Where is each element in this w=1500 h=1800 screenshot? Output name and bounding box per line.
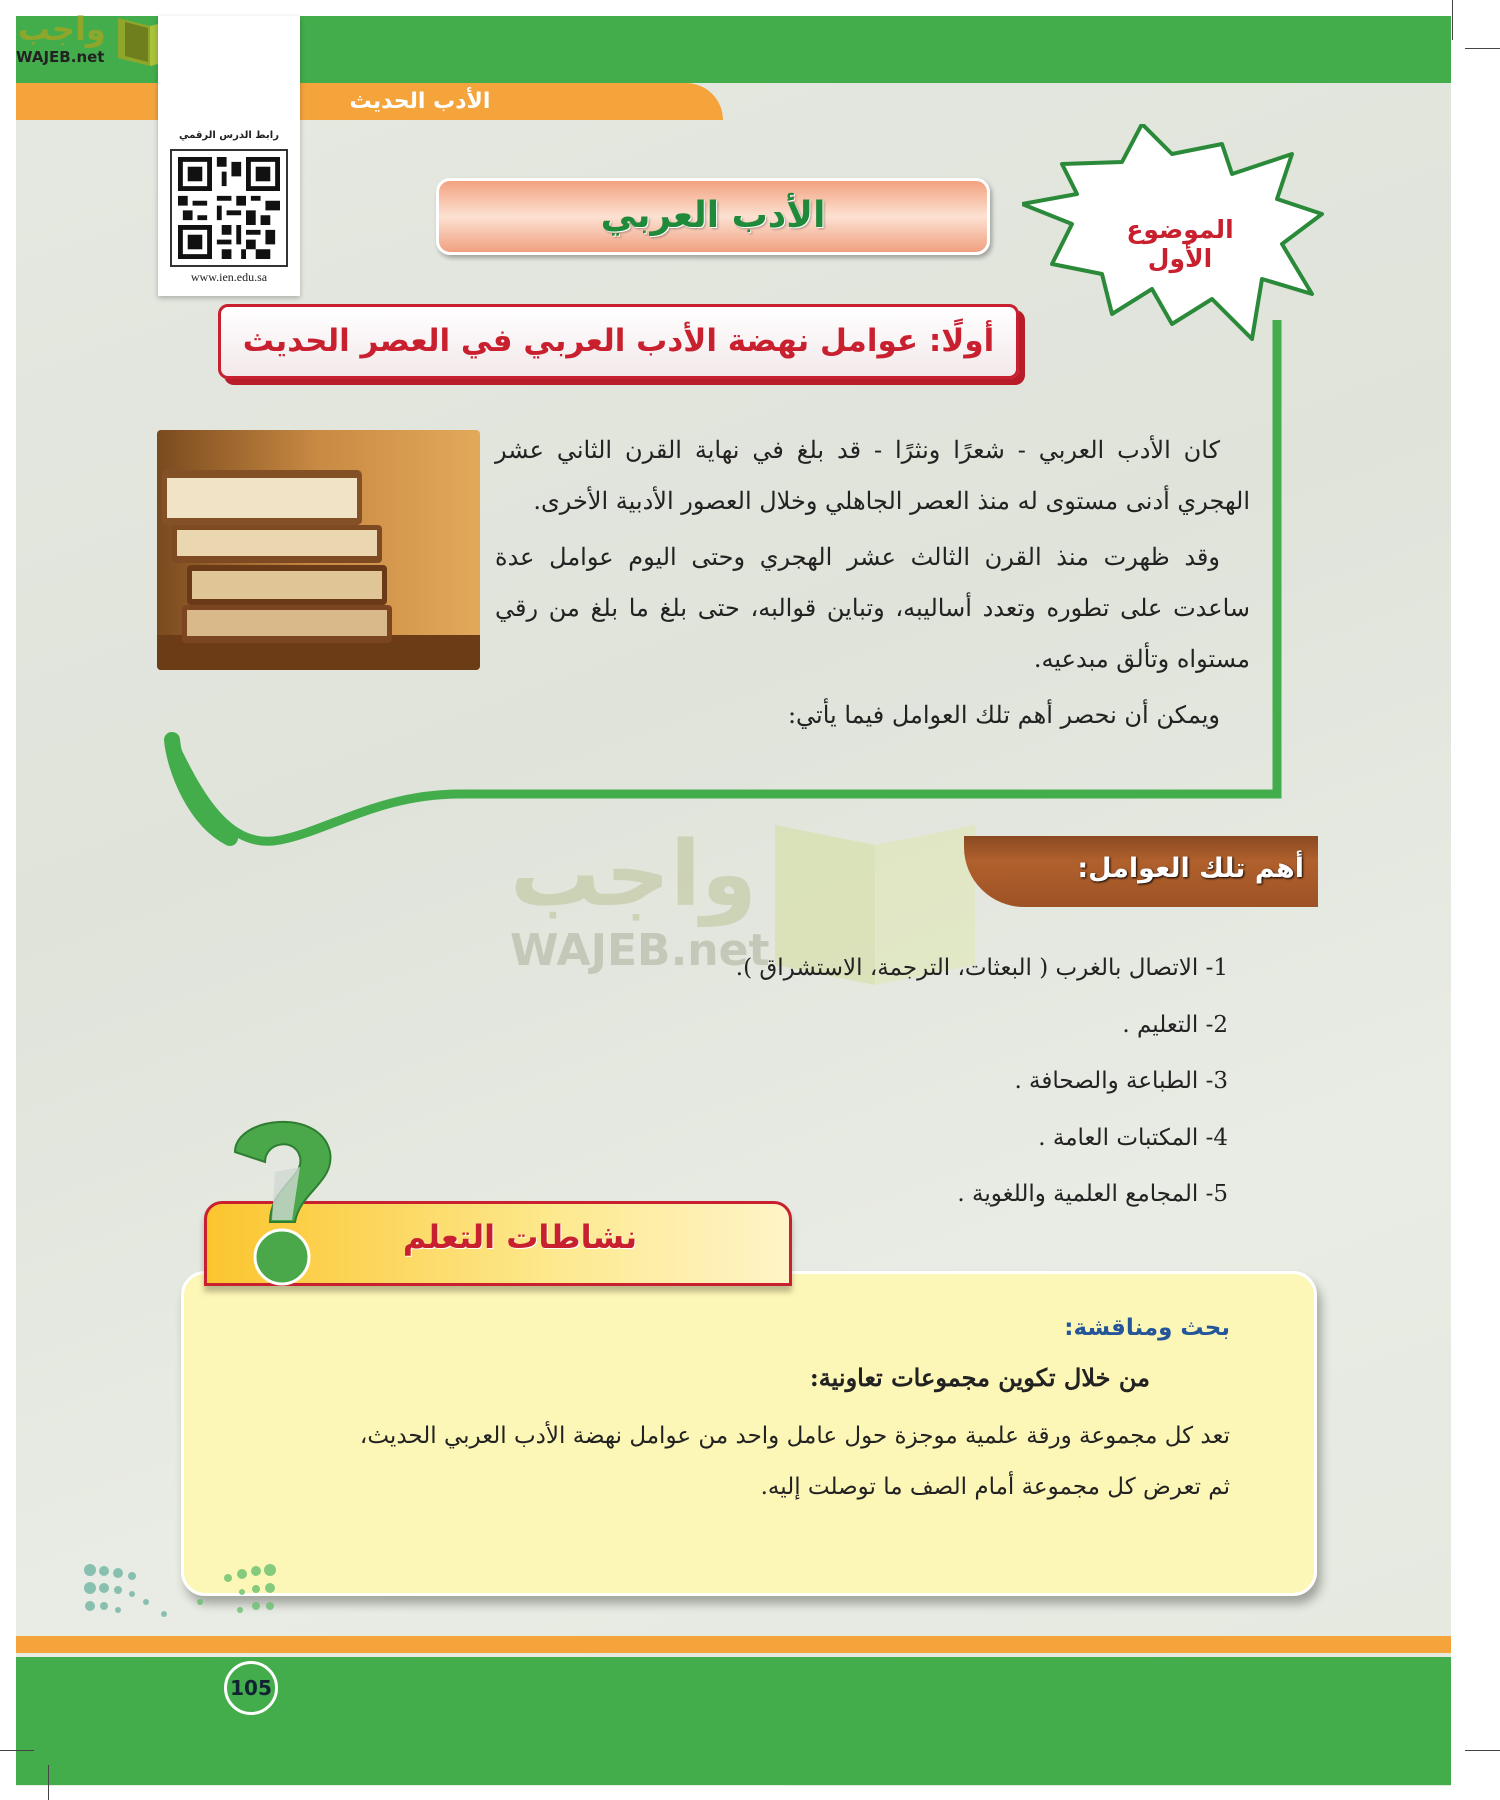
logo-arabic: واجب [18,10,106,48]
qr-code-icon [178,157,280,259]
activities-content [240,1315,1230,1513]
list-item: 2- التعليم . [1122,1011,1228,1038]
crop-mark [1465,48,1500,49]
qr-code[interactable] [170,149,288,267]
page-number: 105 [224,1661,278,1715]
activities-title: نشاطات التعلم [402,1218,638,1256]
question-mark-icon [220,1112,350,1287]
activity-line: تعد كل مجموعة ورقة علمية موجزة حول عامل واحد من عوامل نهضة الأدب العربي الحديث، [359,1423,1230,1449]
activity-line: ثم تعرض كل مجموعة أمام الصف ما توصلت إليه. [760,1474,1230,1500]
factors-heading: أهم تلك العوامل: [964,836,1318,907]
crop-mark [48,1765,49,1800]
section-subtitle: أولًا: عوامل نهضة الأدب العربي في العصر الحديث [218,304,1019,379]
lesson-title: الأدب العربي [436,178,990,255]
intro-text [495,425,1250,746]
books-image [157,430,480,670]
books-stack-icon [157,430,480,670]
watermark-latin: WAJEB.net [510,925,770,976]
list-item: 3- الطباعة والصحافة . [1014,1068,1228,1094]
list-item: 4- المكتبات العامة . [1038,1124,1228,1151]
crop-mark [1452,0,1453,40]
footer-orange-band [16,1636,1451,1653]
factors-list [700,945,1228,1228]
qr-label: رابط الدرس الرقمي [179,130,279,141]
qr-card[interactable] [158,16,300,296]
logo-latin: WAJEB.net [16,48,105,66]
watermark-arabic: واجب [510,822,757,927]
ministry-logo-dots [80,1562,280,1622]
crop-mark [1465,1750,1500,1751]
activity-heading: بحث ومناقشة: [1064,1315,1230,1341]
intro-paragraph: وقد ظهرت منذ القرن الثالث عشر الهجري وحتى اليوم عوامل عدة ساعدت على تطوره وتعدد أساليبه، وتباين قوالبه، حتى بلغ ما بلغ من رقي مستواه وتألق مبدعيه. [495,543,1250,673]
list-item: 5- المجامع العلمية واللغوية . [957,1181,1228,1207]
intro-paragraph: ويمكن أن نحصر أهم تلك العوامل فيما يأتي: [787,701,1220,729]
intro-paragraph: كان الأدب العربي - شعرًا ونثرًا - قد بلغ في نهاية القرن الثاني عشر الهجري أدنى مستوى له منذ العصر الجاهلي وخلال العصور الأدبية الأخرى. [495,436,1250,515]
topic-badge: الموضوع الأول [1126,215,1234,273]
list-item: 1- الاتصال بالغرب ( البعثات، الترجمة، الاستشراق ). [735,955,1228,981]
crop-mark [0,1750,34,1751]
section-title: الأدب الحديث [349,89,491,114]
activity-subheading: من خلال تكوين مجموعات تعاونية: [809,1363,1150,1392]
qr-url[interactable]: www.ien.edu.sa [190,270,268,284]
